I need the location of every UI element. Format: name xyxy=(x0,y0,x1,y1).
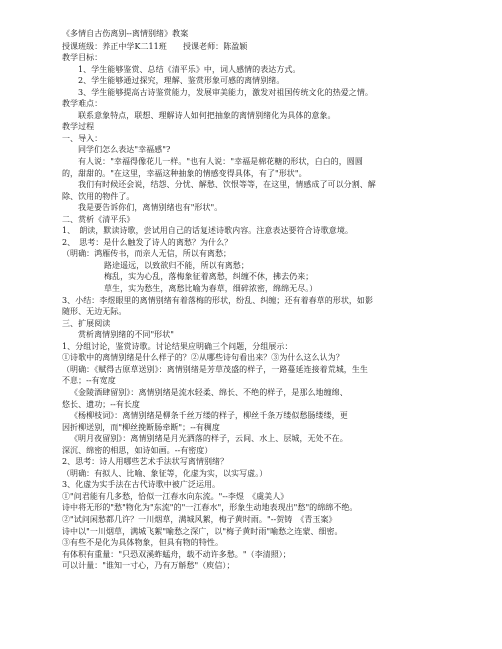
text-line: 同学们怎么表达"幸福感"? xyxy=(78,145,171,155)
text-line: 诗中将无形的"愁"物化为"东流"的"一江春水"，形象生动地表现出"愁"的绵绵不绝。 xyxy=(62,503,358,513)
document-body xyxy=(62,41,462,572)
text-line: 1、分组讨论，鉴赏诗歌。讨论结果应明确三个问题，分组展示： xyxy=(62,341,293,351)
text-line: 有人说："幸福得像花儿一样。"也有人说："幸福是棉花糖的形状，白白的，圆圆 xyxy=(78,157,363,167)
text-line: 我是要告诉你们，离情别绪也有"形状"。 xyxy=(78,203,223,213)
text-line: 有体积有重量："只恐双溪蚱蜢舟，载不动许多愁。"（李清照）； xyxy=(62,549,291,559)
document-title: 《多情自古伤离别--离情别绪》教案 xyxy=(62,29,189,38)
text-line: 赏析离情别绪的不同"形状" xyxy=(78,330,175,340)
text-line: ①诗歌中的离情别绪是什么样子的？②从哪些诗句看出来？③为什么这么认为？ xyxy=(62,353,344,363)
text-line: 不息；--有宽度 xyxy=(62,376,116,386)
text-line: 2、 思考：是什么触发了诗人的离愁？为什么？ xyxy=(62,237,233,247)
text-line: 教学目标： xyxy=(62,53,103,63)
text-line: 《金陵酒肆留别》：离情别绪是流水轻柔、绵长、不绝的样子，是那么地缠绵、 xyxy=(70,387,348,397)
text-line: 草生，实为愁生，离愁比喻为春草，细碎浓密，绵绵无尽。） xyxy=(104,284,318,294)
text-line: 随形、无边无际。 xyxy=(62,307,127,317)
text-line: 诗中以"一川烟草，满城飞絮"喻愁之深广，以"梅子黄时雨"喻愁之连蒙、细密。 xyxy=(62,526,343,536)
text-line: 悠长、遗功；--有长度 xyxy=(62,399,140,409)
text-line: 除、饮用的物件了。 xyxy=(62,191,135,201)
text-line: 1、 朗读，默读诗歌，尝试用自己的话复述诗歌内容。注意表达要符合诗歌意境。 xyxy=(62,226,353,236)
text-line: 授课班级：养正中学K二11班 授课老师：陈盈颖 xyxy=(62,41,248,51)
text-line: 深沉、绵密的相思，如诗如画。--有密度） xyxy=(62,445,213,455)
text-line: 梅乱，实为心乱，落梅象征着离愁，纠缠不休，拂去仍来； xyxy=(104,272,314,282)
text-line: 路途遥远，以致欲归不能，所以有离愁； xyxy=(104,260,249,270)
text-line: 《杨柳枝词》：离情别绪是柳条千丝万缕的样子，柳丝千条万缕似愁肠缕缕，更 xyxy=(70,411,348,421)
text-line: 1、学生能够鉴赏、总结《清平乐》中，词人感情的表达方式。 xyxy=(78,64,301,74)
text-line: 2、学生能够通过探究，理解、鉴赏形象可感的离情别绪。 xyxy=(78,76,285,86)
text-line: 3、化虚为实手法在古代诗歌中被广泛运用。 xyxy=(62,480,221,490)
text-line: 的，甜甜的。"在这里，幸福这种抽象的情感变得具体，有了"形状"。 xyxy=(62,168,307,178)
text-line: 因折柳送别，而"柳丝挽断肠牵断"；--有稠度 xyxy=(62,422,220,432)
text-line: 联系意象特点，联想、理解诗人如何把抽象的离情别绪化为具体的意象。 xyxy=(78,110,336,120)
text-line: （明确：鸿雁传书，而亲人无信，所以有离愁； xyxy=(62,249,232,259)
text-line: 2、思考：诗人用哪些艺术手法状写离情别绪？ xyxy=(62,457,229,467)
text-line: （明确：《赋得古原草送别》：离情别绪是芳草茂盛的样子，一路蔓延连接着荒城，生生 xyxy=(62,364,368,374)
text-line: 可以计量："谁知一寸心，乃有万斛愁"（庾信）； xyxy=(62,561,235,571)
text-line: ①"问君能有几多愁，恰似一江春水向东流。"--李煜 《虞美人》 xyxy=(62,491,289,501)
text-line: 二、赏析《清平乐》 xyxy=(62,214,135,224)
text-line: ②"试问闲愁都几许？一川烟草，满城风絮，梅子黄时雨。"--贺铸 《青玉案》 xyxy=(62,514,337,524)
text-line: 《明月夜留别》：离情别绪是月光洒落的样子，云间、水上、层城，无处不在。 xyxy=(70,434,348,444)
text-line: 3、小结：李煜眼里的离情别绪有着落梅的形状，纷乱、纠缠；还有着春草的形状，如影 xyxy=(62,295,374,305)
text-line: 三、扩展阅读 xyxy=(62,318,111,328)
text-line: 一、导入： xyxy=(62,133,103,143)
text-line: 我们有时候还会说，结怨、分忧、解愁、饮恨等等，在这里，情感成了可以分割、解 xyxy=(78,180,376,190)
text-line: 教学过程 xyxy=(62,122,95,132)
text-line: 3、学生能够提高古诗鉴赏能力，发展审美能力，激发对祖国传统文化的热爱之情。 xyxy=(78,87,373,97)
text-line: ③有些不是化为具体物象，但具有物的特性。 xyxy=(62,538,223,548)
text-line: 教学难点： xyxy=(62,99,103,109)
text-line: （明确：有拟人、比喻、象征等，化虚为实，以实写虚。） xyxy=(62,468,268,478)
